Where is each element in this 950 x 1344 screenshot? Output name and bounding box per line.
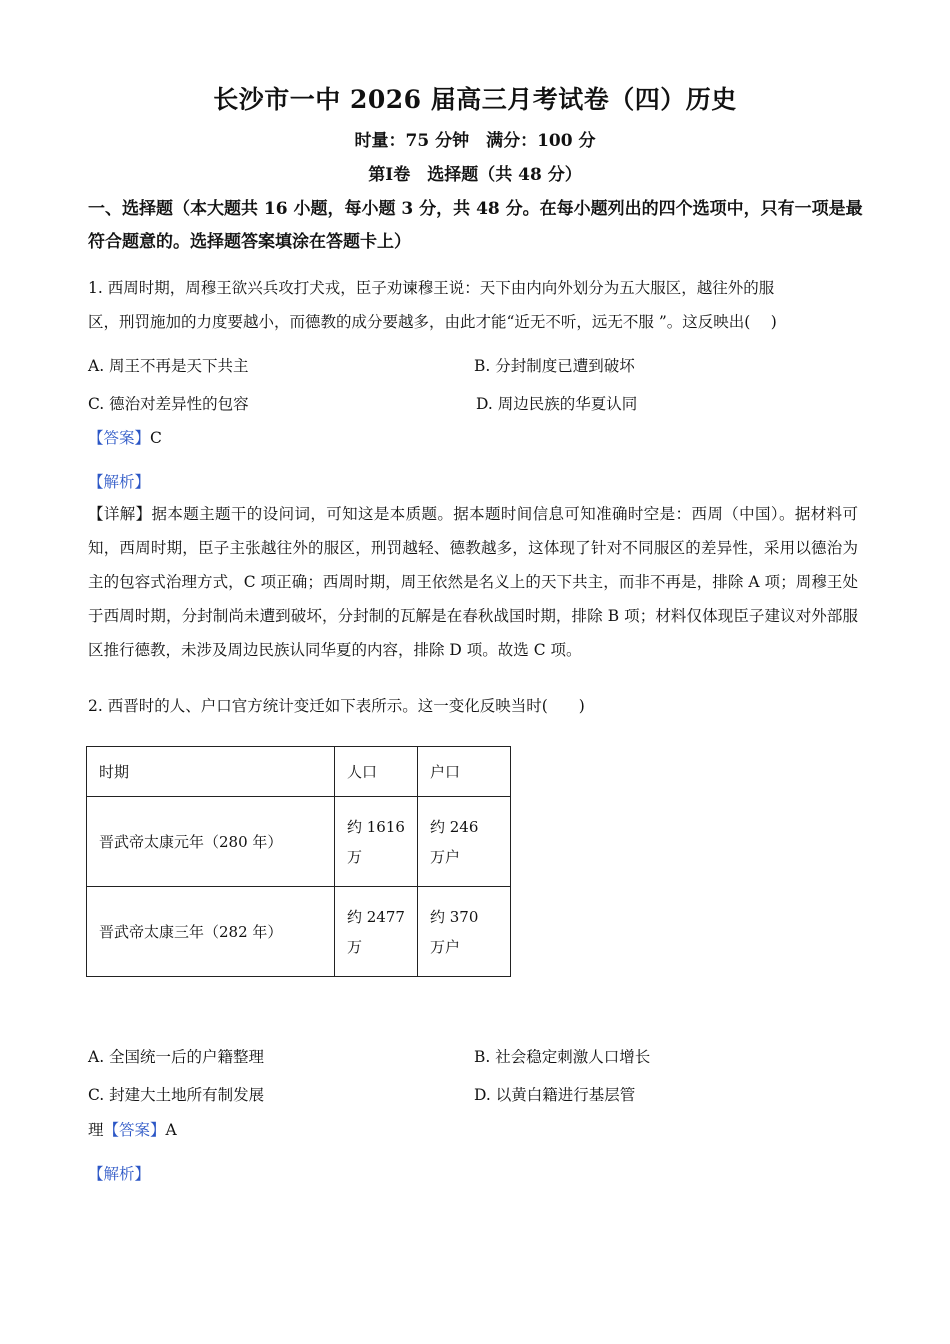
table-cell: 晋武帝太康三年（282 年）	[87, 887, 335, 977]
table-row	[87, 887, 511, 977]
answer-tag: 【答案】	[88, 429, 151, 447]
table-cell: 约 1616 万	[335, 797, 418, 887]
table-row	[87, 797, 511, 887]
answer-tag: 【答案】	[103, 1121, 166, 1139]
population-table	[86, 746, 511, 977]
q1-detail	[88, 497, 858, 667]
q1-option-a: A. 周王不再是天下共主	[88, 357, 249, 375]
page-title: 长沙市一中 2026 届高三月考试卷（四）历史	[213, 85, 737, 114]
q1-answer	[88, 426, 162, 448]
q1-option-b: B. 分封制度已遭到破坏	[474, 357, 635, 375]
q1-stem-line1: 1. 西周时期，周穆王欲兴兵攻打犬戎，臣子劝谏穆王说：天下由内向外划分为五大服区，越往外的服	[88, 279, 775, 297]
table-cell: 约 246 万户	[418, 797, 511, 887]
option-wrap-char: 理	[88, 1121, 104, 1139]
table-header-cell: 户口	[418, 747, 511, 797]
table-header-row	[87, 747, 511, 797]
q2-option-c: C. 封建大土地所有制发展	[88, 1086, 265, 1104]
q2-option-d: D. 以黄白籍进行基层管	[474, 1086, 636, 1104]
q2-option-b: B. 社会稳定刺激人口增长	[474, 1048, 651, 1066]
volume-heading: 第Ⅰ卷 选择题（共 48 分）	[368, 165, 582, 185]
q1-stem-line2: 区，刑罚施加的力度要越小，而德教的成分要越多，由此才能“近无不听，远无不服 ”。这反映出( )	[88, 313, 777, 331]
table-header-cell: 时期	[87, 747, 335, 797]
answer-value: C	[150, 429, 162, 447]
time-score-line: 时量：75 分钟 满分：100 分	[354, 131, 596, 151]
q2-analysis-tag: 【解析】	[88, 1165, 151, 1183]
detail-tag: 【详解】	[88, 505, 152, 523]
q1-option-c: C. 德治对差异性的包容	[88, 395, 249, 413]
table-cell: 约 370 万户	[418, 887, 511, 977]
q2-stem: 2. 西晋时的人、户口官方统计变迁如下表所示。这一变化反映当时( )	[88, 697, 585, 715]
table-cell: 晋武帝太康元年（280 年）	[87, 797, 335, 887]
section-heading: 一、选择题（本大题共 16 小题，每小题 3 分，共 48 分。在每小题列出的四个选项中，只有一项是最符合题意的。选择题答案填涂在答题卡上）	[88, 199, 863, 252]
table-header-cell: 人口	[335, 747, 418, 797]
table-cell: 约 2477 万	[335, 887, 418, 977]
answer-value: A	[165, 1121, 177, 1139]
q1-option-d: D. 周边民族的华夏认同	[476, 395, 638, 413]
q1-analysis-tag: 【解析】	[88, 473, 151, 491]
detail-text: 据本题主题干的设问词，可知这是本质题。据本题时间信息可知准确时空是：西周（中国）。据材料可知，西周时期，臣子主张越往外的服区，刑罚越轻、德教越多，这体现了针对不同服区的差异性，采用以德治为主的包容式治理方式，C 项正确；西周时期，周王依然是名义上的天下共主，而非不再是，排除 A 项；周穆王处于西周时期，分封制尚未遭到破坏，分封制的瓦解是在春秋战国时期，排除 B 项；材料仅体现臣子建议对外部服区推行德教，未涉及周边民族认同华夏的内容，排除 D 项。故选 C 项。	[88, 505, 858, 659]
q2-answer	[88, 1118, 177, 1140]
q2-option-a: A. 全国统一后的户籍整理	[88, 1048, 265, 1066]
